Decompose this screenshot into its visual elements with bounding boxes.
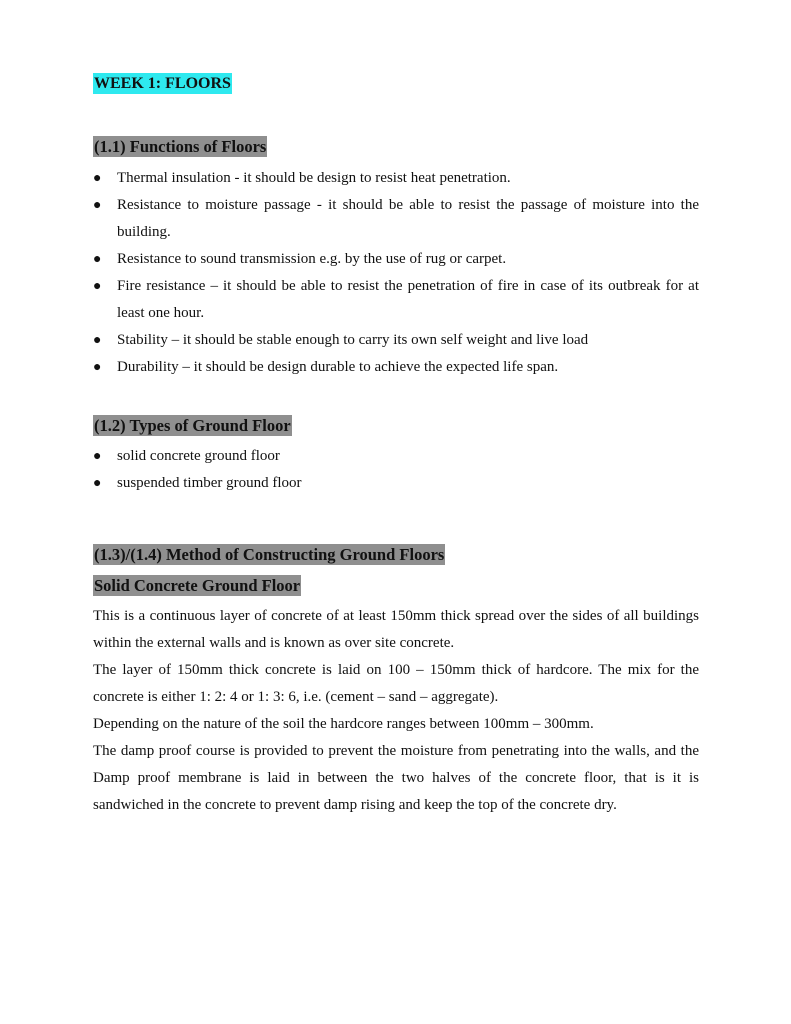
method-body [93, 603, 699, 819]
list-item: ● suspended timber ground floor [93, 470, 699, 497]
bullet-icon: ● [93, 333, 102, 348]
list-item: ● Resistance to moisture passage - it should be able to resist the passage of moisture into the building. [93, 192, 699, 246]
section-heading-method: (1.3)/(1.4) Method of Constructing Ground Floors [94, 545, 445, 564]
types-list [93, 443, 699, 497]
subheading-solid-concrete: Solid Concrete Ground Floor [94, 576, 301, 595]
paragraph: This is a continuous layer of concrete of at least 150mm thick spread over the sides of all buildings within the external walls and is known as over site concrete. [93, 608, 699, 651]
functions-list [93, 165, 699, 381]
bullet-icon: ● [93, 360, 102, 375]
section-heading-types: (1.2) Types of Ground Floor [94, 416, 291, 435]
paragraph: The damp proof course is provided to prevent the moisture from penetrating into the walls, and the Damp proof membrane is laid in between the two halves of the concrete floor, that is it is sandwiched in the concrete to prevent damp rising and keep the top of the concrete dry. [93, 743, 699, 813]
list-item: ● Durability – it should be design durable to achieve the expected life span. [93, 354, 699, 381]
bullet-icon: ● [93, 171, 102, 186]
bullet-icon: ● [93, 279, 102, 294]
bullet-icon: ● [93, 198, 102, 213]
paragraph: The layer of 150mm thick concrete is laid on 100 – 150mm thick of hardcore. The mix for the concrete is either 1: 2: 4 or 1: 3: 6, i.e. (cement – sand – aggregate). [93, 662, 699, 705]
bullet-icon: ● [93, 449, 102, 464]
bullet-icon: ● [93, 252, 102, 267]
bullet-icon: ● [93, 476, 102, 491]
page-title: WEEK 1: FLOORS [94, 75, 231, 92]
list-item: ● Fire resistance – it should be able to resist the penetration of fire in case of its outbreak for at least one hour. [93, 273, 699, 327]
list-item: ● Stability – it should be stable enough to carry its own self weight and live load [93, 327, 699, 354]
section-heading-functions: (1.1) Functions of Floors [94, 137, 267, 156]
list-item: ● Resistance to sound transmission e.g. by the use of rug or carpet. [93, 246, 699, 273]
list-item: ● Thermal insulation - it should be design to resist heat penetration. [93, 165, 699, 192]
paragraph: Depending on the nature of the soil the hardcore ranges between 100mm – 300mm. [93, 716, 594, 732]
list-item: ● solid concrete ground floor [93, 443, 699, 470]
